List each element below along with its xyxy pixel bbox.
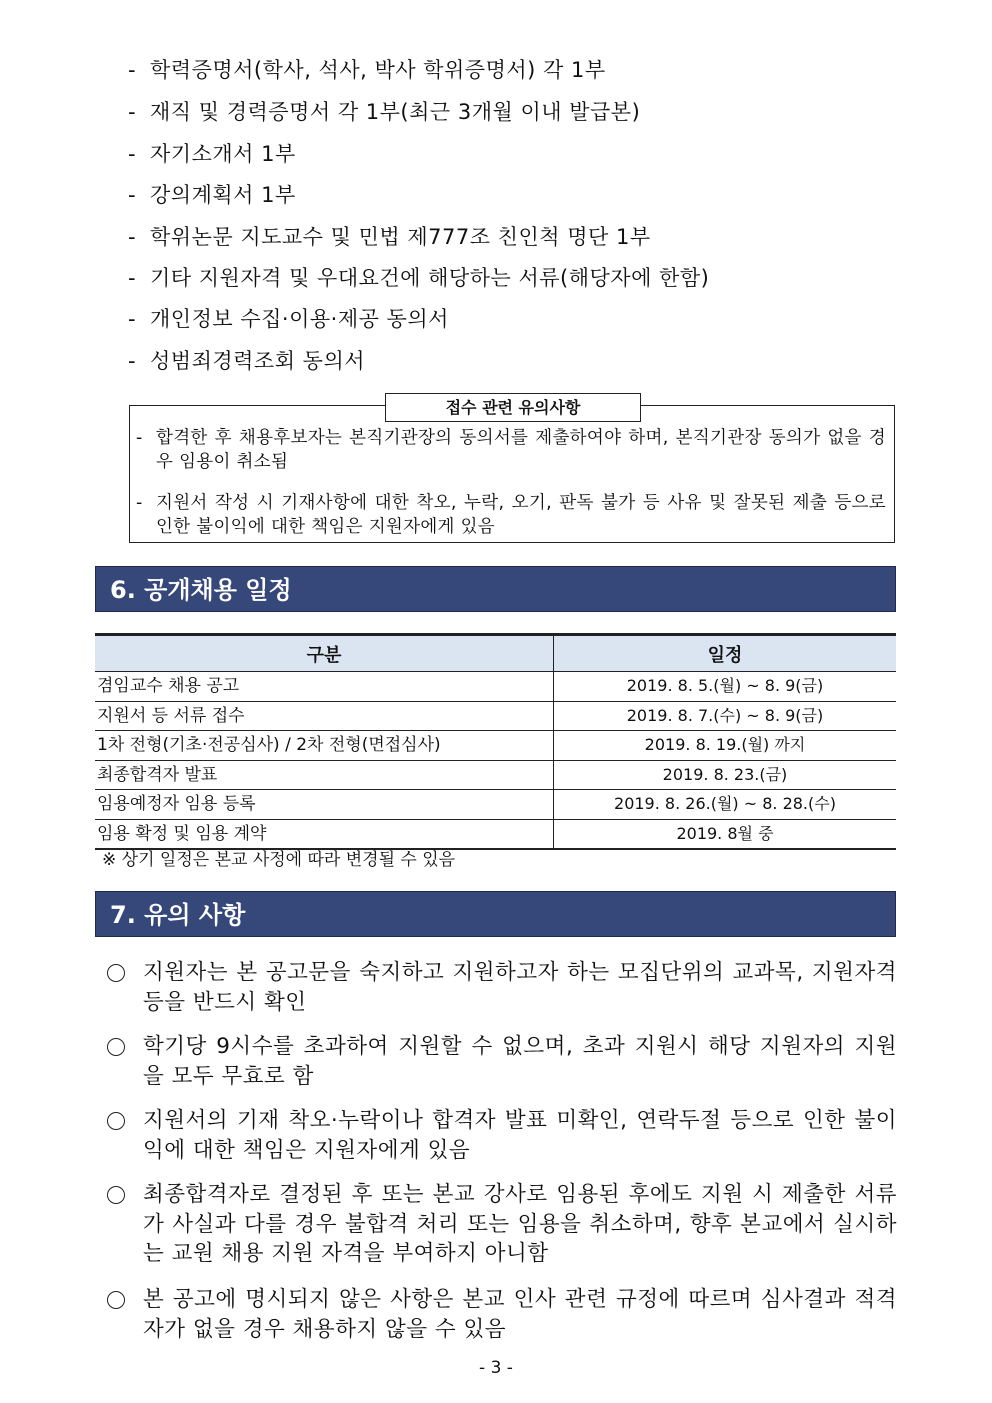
table-row [95, 731, 896, 761]
list-item: - 학위논문 지도교수 및 민법 제777조 친인척 명단 1부 [128, 225, 651, 249]
caution-item-text: 지원자는 본 공고문을 숙지하고 지원하고자 하는 모집단위의 교과목, 지원자격 등을 반드시 확인 [143, 960, 897, 1015]
circle-bullet-icon [107, 1291, 125, 1309]
list-item-text: 개인정보 수집·이용·제공 동의서 [150, 307, 449, 331]
caution-item-text: 학기당 9시수를 초과하여 지원할 수 없으며, 초과 지원시 해당 지원자의 지원을 모두 무효로 함 [143, 1034, 897, 1089]
circle-bullet-icon [107, 1186, 125, 1204]
table-row [95, 819, 896, 849]
column-header-schedule: 일정 [554, 635, 897, 672]
date-cell: 2019. 8. 5.(월) ~ 8. 9(금) [554, 672, 897, 702]
list-item-text: 성범죄경력조회 동의서 [150, 349, 366, 373]
category-cell: 1차 전형(기초·전공심사) / 2차 전형(면접심사) [95, 731, 554, 761]
list-item-text: 학력증명서(학사, 석사, 박사 학위증명서) 각 1부 [150, 58, 606, 82]
date-cell: 2019. 8월 중 [554, 819, 897, 849]
list-item: - 학력증명서(학사, 석사, 박사 학위증명서) 각 1부 [128, 58, 606, 82]
page-number: - 3 - [479, 1358, 513, 1378]
section-7-header: 7. 유의 사항 [95, 891, 896, 937]
notice-item-text: 지원서 작성 시 기재사항에 대한 착오, 누락, 오기, 판독 불가 등 사유 및 잘못된 제출 등으로 인한 불이익에 대한 책임은 지원자에게 있음 [156, 493, 886, 537]
table-header-row [95, 635, 896, 672]
caution-item [107, 1106, 897, 1165]
date-cell: 2019. 8. 23.(금) [554, 760, 897, 790]
section-6-header: 6. 공개채용 일정 [95, 566, 896, 612]
list-item-text: 재직 및 경력증명서 각 1부(최근 3개월 이내 발급본) [150, 100, 641, 124]
list-item: - 기타 지원자격 및 우대요건에 해당하는 서류(해당자에 한함) [128, 266, 710, 290]
list-item-text: 기타 지원자격 및 우대요건에 해당하는 서류(해당자에 한함) [150, 266, 710, 290]
schedule-note: ※ 상기 일정은 본교 사정에 따라 변경될 수 있음 [102, 850, 456, 870]
category-cell: 임용 확정 및 임용 계약 [95, 819, 554, 849]
category-cell: 지원서 등 서류 접수 [95, 701, 554, 731]
category-cell: 최종합격자 발표 [95, 760, 554, 790]
circle-bullet-icon [107, 1038, 125, 1056]
caution-item [107, 1285, 897, 1344]
date-cell: 2019. 8. 7.(수) ~ 8. 9(금) [554, 701, 897, 731]
category-cell: 겸임교수 채용 공고 [95, 672, 554, 702]
column-header-category: 구분 [95, 635, 554, 672]
circle-bullet-icon [107, 964, 125, 982]
caution-item [107, 1032, 897, 1091]
notice-item: - 지원서 작성 시 기재사항에 대한 착오, 누락, 오기, 판독 불가 등 사유 및 잘못된 제출 등으로 인한 불이익에 대한 책임은 지원자에게 있음 [136, 493, 886, 537]
list-item: - 성범죄경력조회 동의서 [128, 349, 366, 373]
caution-item-text: 최종합격자로 결정된 후 또는 본교 강사로 임용된 후에도 지원 시 제출한 서류가 사실과 다를 경우 불합격 처리 또는 임용을 취소하며, 향후 본교에서 실시하는 교원 채용 지원 자격을 부여하지 아니함 [143, 1182, 897, 1266]
caution-item [107, 1180, 897, 1269]
list-item-text: 자기소개서 1부 [150, 142, 296, 166]
list-item-text: 학위논문 지도교수 및 민법 제777조 친인척 명단 1부 [150, 225, 651, 249]
circle-bullet-icon [107, 1112, 125, 1130]
table-row [95, 760, 896, 790]
table-row [95, 790, 896, 820]
list-item: - 개인정보 수집·이용·제공 동의서 [128, 307, 449, 331]
date-cell: 2019. 8. 19.(월) 까지 [554, 731, 897, 761]
list-item-text: 강의계획서 1부 [150, 183, 296, 207]
schedule-table [95, 633, 896, 850]
category-cell: 임용예정자 임용 등록 [95, 790, 554, 820]
list-item: - 재직 및 경력증명서 각 1부(최근 3개월 이내 발급본) [128, 100, 641, 124]
notice-item: - 합격한 후 채용후보자는 본직기관장의 동의서를 제출하여야 하며, 본직기관장 동의가 없을 경우 임용이 취소됨 [136, 428, 886, 472]
caution-item-text: 본 공고에 명시되지 않은 사항은 본교 인사 관련 규정에 따르며 심사결과 적격자가 없을 경우 채용하지 않을 수 있음 [143, 1287, 897, 1342]
table-row [95, 701, 896, 731]
caution-item-text: 지원서의 기재 착오·누락이나 합격자 발표 미확인, 연락두절 등으로 인한 불이익에 대한 책임은 지원자에게 있음 [143, 1108, 897, 1163]
list-item: - 자기소개서 1부 [128, 142, 296, 166]
table-row [95, 672, 896, 702]
notice-title: 접수 관련 유의사항 [385, 393, 641, 422]
date-cell: 2019. 8. 26.(월) ~ 8. 28.(수) [554, 790, 897, 820]
caution-item [107, 958, 897, 1017]
list-item: - 강의계획서 1부 [128, 183, 296, 207]
notice-item-text: 합격한 후 채용후보자는 본직기관장의 동의서를 제출하여야 하며, 본직기관장 동의가 없을 경우 임용이 취소됨 [156, 428, 886, 472]
